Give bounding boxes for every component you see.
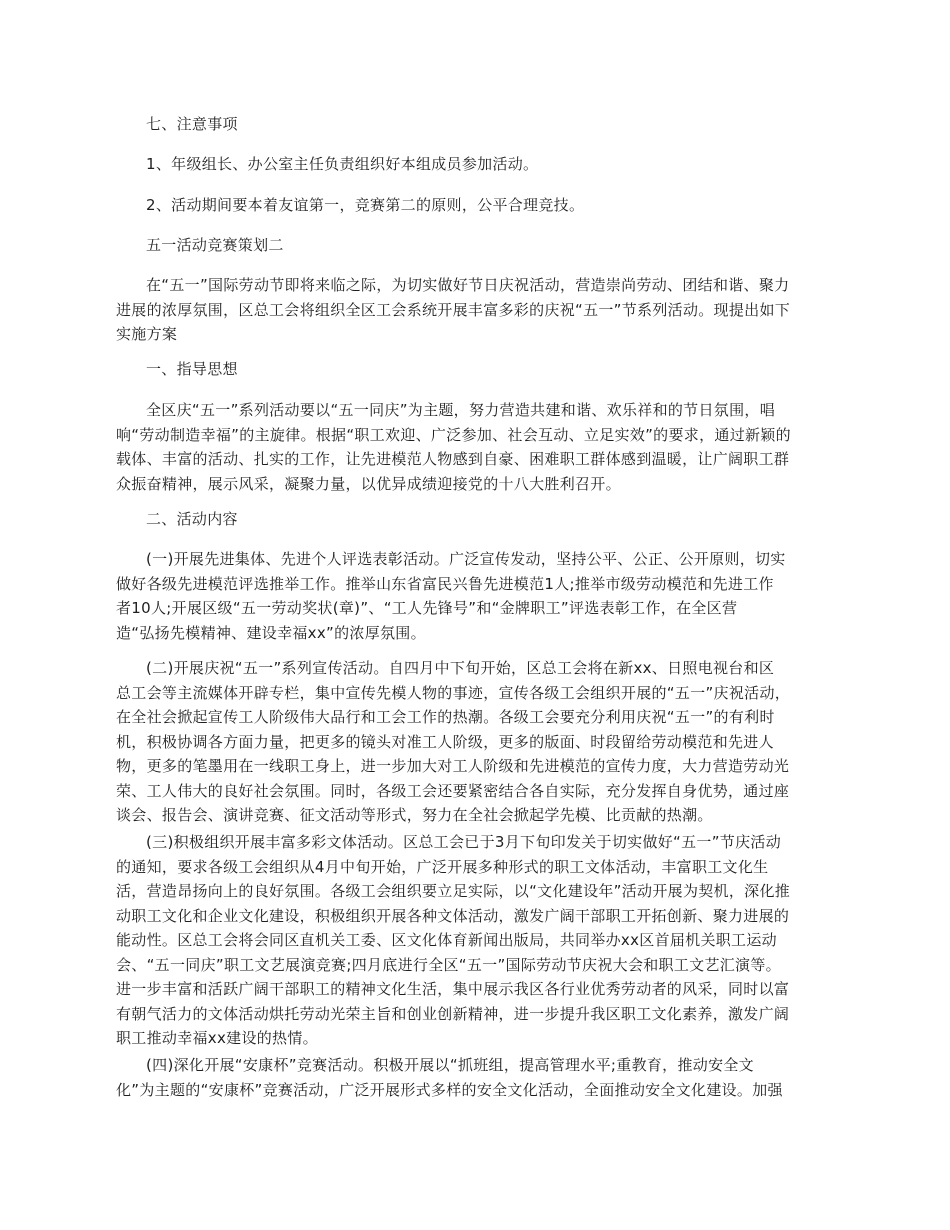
text-line: 职工推动幸福xx建设的热情。 bbox=[116, 1029, 318, 1047]
text-line: 活，营造昂扬向上的良好氛围。各级工会组织要立足实际，以“文化建设年”活动开展为契机，深化推 bbox=[116, 882, 791, 900]
text-line: 物，更多的笔墨用在一线职工身上，进一步加大对工人阶级和先进模范的宣传力度，大力营造劳动光 bbox=[116, 757, 790, 775]
text-line: (一)开展先进集体、先进个人评选表彰活动。广泛宣传发动，坚持公平、公正、公开原则，切实 bbox=[146, 550, 786, 568]
text-line: 在全社会掀起宣传工人阶级伟大品行和工会工作的热潮。各级工会要充分利用庆祝“五一”的有利时 bbox=[116, 708, 775, 726]
text-line: 在“五一”国际劳动节即将来临之际，为切实做好节日庆祝活动，营造崇尚劳动、团结和谐、聚力 bbox=[146, 276, 790, 294]
text-line: (三)积极组织开展丰富多彩文体活动。区总工会已于3月下旬印发关于切实做好“五一”节庆活动 bbox=[146, 833, 781, 851]
text-line: 众振奋精神，展示风采，凝聚力量，以优异成绩迎接党的十八大胜利召开。 bbox=[116, 474, 621, 493]
activity-paragraph-1 bbox=[116, 547, 836, 645]
guiding-thought-paragraph bbox=[116, 398, 836, 496]
text-line: 的通知，要求各级工会组织从4月中旬开始，广泛开展多种形式的职工文体活动，丰富职工文化生 bbox=[116, 857, 769, 876]
note-item-1: 1、年级组长、办公室主任负责组织好本组成员参加活动。 bbox=[146, 155, 539, 173]
section-heading-notes: 七、注意事项 bbox=[146, 115, 238, 133]
text-line: 者10人;开展区级“五一劳动奖状(章)”、“工人先锋号”和“金牌职工”评选表彰工作，在全区营 bbox=[116, 599, 738, 617]
plan-title: 五一活动竞赛策划二 bbox=[146, 236, 284, 254]
activity-paragraph-4 bbox=[116, 1053, 836, 1102]
text-line: 做好各级先进模范评选推举工作。推举山东省富民兴鲁先进模范1人;推举市级劳动模范和先进工作 bbox=[116, 574, 774, 593]
text-line: 进一步丰富和活跃广阔干部职工的精神文化生活，集中展示我区各行业优秀劳动者的风采，同时以富 bbox=[116, 980, 790, 998]
section-heading-activities: 二、活动内容 bbox=[146, 510, 238, 528]
text-line: 实施方案 bbox=[116, 325, 178, 343]
text-line: 载体、丰富的活动、扎实的工作，让先进模范人物感到自豪、困难职工群体感到温暖，让广阔职工群 bbox=[116, 450, 790, 468]
text-line: 机，积极协调各方面力量，把更多的镜头对准工人阶级，更多的版面、时段留给劳动模范和先进人 bbox=[116, 732, 774, 751]
text-line: (二)开展庆祝“五一”系列宣传活动。自四月中下旬开始，区总工会将在新xx、日照电视台和区 bbox=[146, 659, 775, 677]
activity-paragraph-3 bbox=[116, 830, 836, 1051]
text-line: 全区庆“五一”系列活动要以“五一同庆”为主题，努力营造共建和谐、欢乐祥和的节日氛围，唱 bbox=[146, 401, 775, 419]
text-line: (四)深化开展“安康杯”竞赛活动。积极开展以“抓班组，提高管理水平;重教育，推动安全文 bbox=[146, 1056, 754, 1074]
text-line: 造“弘扬先模精神、建设幸福xx”的浓厚氛围。 bbox=[116, 623, 426, 642]
text-line: 动职工文化和企业文化建设，积极组织开展各种文体活动，激发广阔干部职工开拓创新、聚力进展的 bbox=[116, 906, 790, 925]
text-line: 总工会等主流媒体开辟专栏，集中宣传先模人物的事迹，宣传各级工会组织开展的“五一”庆祝活动， bbox=[116, 683, 791, 702]
activity-paragraph-2 bbox=[116, 656, 836, 828]
text-line: 荣、工人伟大的良好社会氛围。同时，各级工会还要紧密结合各自实际，充分发挥自身优势，通过座 bbox=[116, 781, 790, 800]
text-line: 谈会、报告会、演讲竞赛、征文活动等形式，努力在全社会掀起学先模、比贡献的热潮。 bbox=[116, 806, 713, 824]
text-line: 进展的浓厚氛围，区总工会将组织全区工会系统开展丰富多彩的庆祝“五一”节系列活动。现提出如下 bbox=[116, 300, 791, 319]
text-line: 响“劳动制造幸福”的主旋律。根据“职工欢迎、广泛参加、社会互动、立足实效”的要求，通过新颖的 bbox=[116, 425, 791, 444]
section-heading-guiding-thought: 一、指导思想 bbox=[146, 360, 238, 378]
intro-paragraph bbox=[116, 273, 836, 347]
text-line: 化”为主题的“安康杯”竞赛活动，广泛开展形式多样的安全文化活动，全面推动安全文化建设。加强 bbox=[116, 1080, 783, 1099]
text-line: 有朝气活力的文体活动烘托劳动光荣主旨和创业创新精神，进一步提升我区职工文化素养，激发广阔 bbox=[116, 1004, 790, 1023]
text-line: 能动性。区总工会将会同区直机关工委、区文化体育新闻出版局，共同举办xx区首届机关职工运动 bbox=[116, 931, 777, 949]
note-item-2: 2、活动期间要本着友谊第一，竞赛第二的原则，公平合理竞技。 bbox=[146, 196, 585, 214]
text-line: 会、“五一同庆”职工文艺展演竞赛;四月底进行全区“五一”国际劳动节庆祝大会和职工文艺汇演等。 bbox=[116, 955, 781, 974]
